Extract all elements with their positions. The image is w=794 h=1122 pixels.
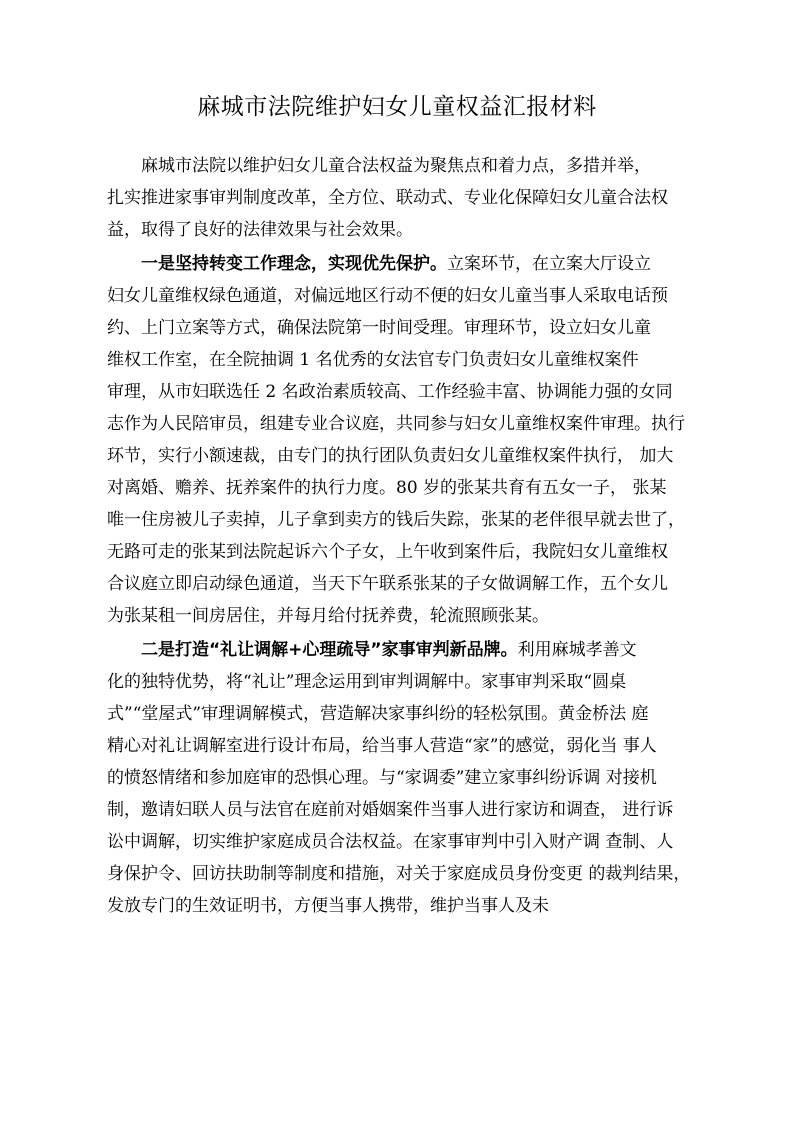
section1-line: 妇女儿童维权绿色通道，对偏远地区行动不便的妇女儿童当事人采取电话预 [107, 286, 668, 306]
section1-paragraph [107, 248, 707, 632]
section1-line: 为张某租一间房居住，并每月给付抚养费，轮流照顾张某。 [107, 606, 549, 626]
section2-line: 讼中调解，切实维护家庭成员合法权益。在家事审判中引入财产调 查制、人 [107, 832, 674, 852]
section2-first-line [107, 634, 707, 666]
intro-line: 益，取得了良好的法律效果与社会效果。 [107, 220, 413, 240]
section2-line: 的愤怒情绪和参加庭审的恐惧心理。与“家调委”建立家事纠纷诉调 对接机 [107, 768, 657, 788]
section1-line: 唯一住房被儿子卖掉，儿子拿到卖方的钱后失踪，张某的老伴很早就去世了， [107, 510, 685, 530]
section1-first-line-text: 立案环节，在立案大厅设立 [447, 254, 651, 274]
section2-line: 制，邀请妇联人员与法官在庭前对婚姻案件当事人进行家访和调查， 进行诉 [107, 800, 674, 820]
section2-line: 发放专门的生效证明书，方便当事人携带，维护当事人及未 [107, 896, 549, 916]
section1-line: 志作为人民陪审员，组建专业合议庭，共同参与妇女儿童维权案件审理。执行 [107, 414, 685, 434]
intro-paragraph [107, 150, 707, 246]
section1-line: 审理，从市妇联选任 2 名政治素质较高、工作经验丰富、协调能力强的女同 [107, 382, 673, 402]
document-title: 麻城市法院维护妇女儿童权益汇报材料 [197, 94, 597, 120]
section1-heading: 一是坚持转变工作理念，实现优先保护。 [141, 254, 447, 274]
section1-line: 合议庭立即启动绿色通道，当天下午联系张某的子女做调解工作，五个女儿 [107, 574, 668, 594]
section1-line: 对离婚、赡养、抚养案件的执行力度。80 岁的张某共育有五女一子， 张某 [107, 478, 667, 498]
section2-line: 精心对礼让调解室进行设计布局，给当事人营造“家”的感觉，弱化当 事人 [107, 736, 657, 756]
section2-line: 式”“堂屋式”审理调解模式，营造解决家事纠纷的轻松氛围。黄金桥法 庭 [107, 704, 649, 724]
section2-line: 化的独特优势，将“礼让”理念运用到审判调解中。家事审判采取“圆桌 [107, 672, 627, 692]
section1-first-line [107, 248, 707, 280]
section1-line: 约、上门立案等方式，确保法院第一时间受理。审理环节，设立妇女儿童 [107, 318, 651, 338]
section1-line: 环节，实行小额速裁，由专门的执行团队负责妇女儿童维权案件执行， 加大 [107, 446, 674, 466]
section2-heading: 二是打造“礼让调解+心理疏导”家事审判新品牌。 [141, 640, 518, 660]
document-body [107, 150, 707, 924]
intro-line: 扎实推进家事审判制度改革，全方位、联动式、专业化保障妇女儿童合法权 [107, 188, 668, 208]
section1-line: 无路可走的张某到法院起诉六个子女，上午收到案件后，我院妇女儿童维权 [107, 542, 668, 562]
section2-line: 身保护令、回访扶助制等制度和措施，对关于家庭成员身份变更 的裁判结果， [107, 864, 691, 884]
section2-paragraph [107, 634, 707, 922]
section1-line: 维权工作室，在全院抽调 1 名优秀的女法官专门负责妇女儿童维权案件 [107, 350, 639, 370]
section2-first-line-text: 利用麻城孝善文 [517, 640, 637, 660]
intro-line: 麻城市法院以维护妇女儿童合法权益为聚焦点和着力点，多措并举， [141, 156, 651, 176]
